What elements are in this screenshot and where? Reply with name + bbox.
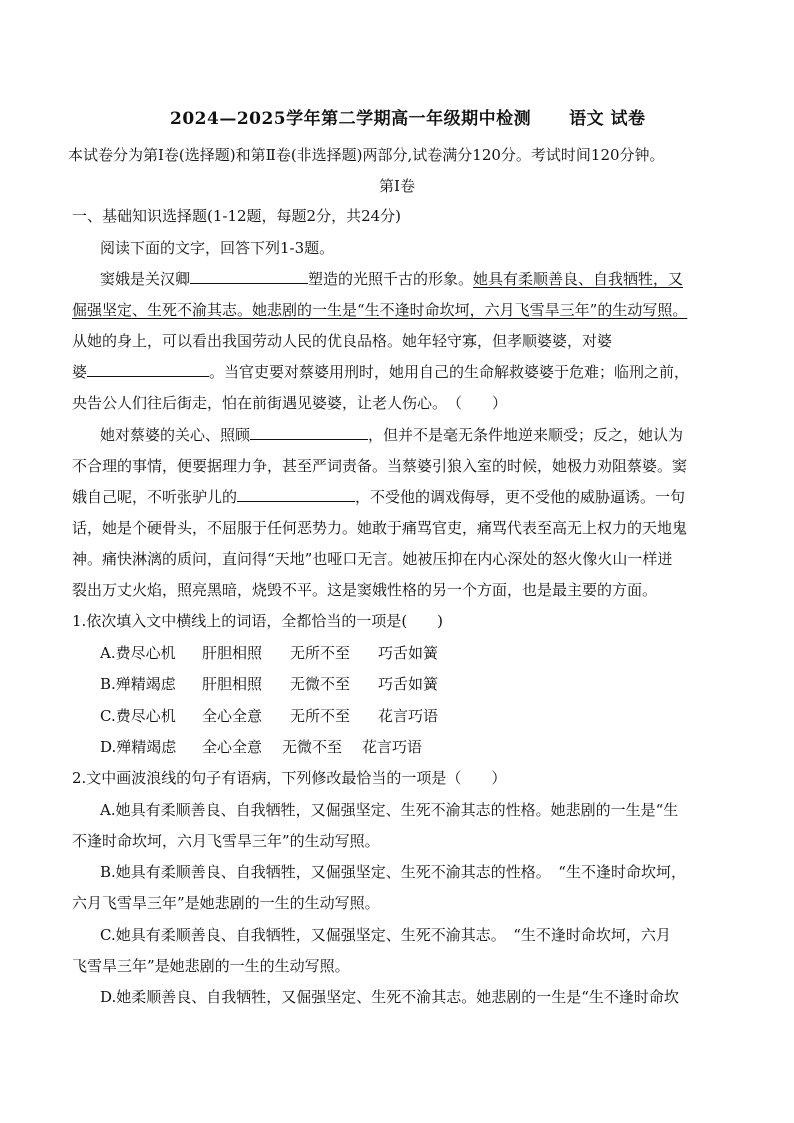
passage-line [72, 300, 724, 320]
passage-text: 婆 [72, 363, 88, 381]
option-word: 全心全意 [202, 707, 263, 725]
passage-text: ，但并不是毫无条件地逆来顺受；反之，她认为 [368, 426, 684, 444]
passage-text: 她对蔡婆的关心、照顾 [100, 426, 251, 444]
passage-line: 神。痛快淋漓的质问，直问得“天地”也哑口无言。她被压抑在内心深处的怒火像火山一样迸 [72, 550, 673, 568]
fill-blank [237, 487, 355, 502]
fill-blank [87, 362, 209, 377]
option-word: 无微不至 [282, 738, 343, 756]
passage-line [100, 269, 724, 289]
option-word: 花言巧语 [378, 707, 439, 725]
q2-option-d: D.她柔顺善良、自我牺牲，又倔强坚定、生死不渝其志。她悲剧的一生是“生不逢时命坎 [100, 988, 679, 1006]
exam-title [170, 104, 730, 129]
option-word: 肝胆相照 [202, 675, 263, 693]
passage-line [72, 487, 724, 507]
option-word: 巧舌如簧 [378, 675, 439, 693]
passage-text: 塑造的光照千古的形象。 [308, 270, 474, 288]
section-heading: 一、基础知识选择题(1-12题，每题2分，共24分) [72, 207, 402, 225]
q2-option-a-cont: 不逢时命坎坷，六月飞雪旱三年”的生动写照。 [72, 832, 380, 850]
q1-option-c [100, 706, 724, 726]
q1-option-d [100, 737, 724, 757]
passage-line: 话，她是个硬骨头，不屈服于任何恶势力。她敢于痛骂官吏，痛骂代表至高无上权力的天地鬼 [72, 519, 688, 537]
question-2-stem: 2.文中画波浪线的句子有语病，下列修改最恰当的一项是（ ） [72, 769, 507, 787]
fill-blank [250, 425, 368, 440]
q1-option-a [100, 643, 724, 663]
subject-text: 语文 试卷 [569, 109, 646, 129]
option-word: D.殚精竭虑 [100, 738, 177, 756]
reading-instruction: 阅读下面的文字，回答下列1-3题。 [100, 239, 335, 257]
passage-line [100, 425, 724, 445]
q2-option-c-cont: 飞雪旱三年”是她悲剧的一生的生动写照。 [72, 957, 350, 975]
wavy-sentence: 倔强坚定、生死不渝其志。她悲剧的一生是“生不逢时命坎坷，六月飞雪旱三年”的生动写照。 [72, 301, 688, 319]
option-word: 肝胆相照 [202, 644, 263, 662]
option-word: 花言巧语 [362, 738, 423, 756]
option-word: 无所不至 [290, 644, 351, 662]
passage-text: ，不受他的调戏侮辱，更不受他的威胁逼诱。一句 [355, 488, 686, 506]
passage-text: 。当官吏要对蔡婆用刑时，她用自己的生命解救婆婆于危难；临刑之前， [209, 363, 690, 381]
wavy-sentence: 她具有柔顺善良、自我牺牲，又 [473, 270, 684, 288]
volume-heading: 第Ⅰ卷 [379, 177, 415, 195]
question-1-stem: 1.依次填入文中横线上的词语，全都恰当的一项是( ) [72, 612, 444, 630]
passage-line: 不合理的事情，便要据理力争，甚至严词责备。当蔡婆引狼入室的时候，她极力劝阻蔡婆。窦 [72, 457, 688, 475]
option-word: C.费尽心机 [100, 707, 176, 725]
option-word: 无所不至 [290, 707, 351, 725]
q1-option-b [100, 674, 724, 694]
passage-text: 窦娥是关汉卿 [100, 270, 191, 288]
option-word: B.殚精竭虑 [100, 675, 176, 693]
passage-text: 娥自己呢，不听张驴儿的 [72, 488, 238, 506]
option-word: 无微不至 [290, 675, 351, 693]
fill-blank [190, 269, 308, 284]
intro-text: 本试卷分为第Ⅰ卷(选择题)和第Ⅱ卷(非选择题)两部分,试卷满分120分。考试时间120分钟。 [68, 146, 665, 164]
q2-option-b: B.她具有柔顺善良、自我牺牲，又倔强坚定、生死不渝其志的性格。 “生不逢时命坎坷， [100, 863, 686, 881]
title-text: 2024—2025学年第二学期高一年级期中检测 [170, 109, 532, 129]
option-word: A.费尽心机 [100, 644, 176, 662]
option-word: 全心全意 [202, 738, 263, 756]
q2-option-a: A.她具有柔顺善良、自我牺牲，又倔强坚定、生死不渝其志的性格。她悲剧的一生是“生 [100, 801, 679, 819]
q2-option-c: C.她具有柔顺善良、自我牺牲，又倔强坚定、生死不渝其志。 “生不逢时命坎坷，六月 [100, 926, 671, 944]
q2-option-b-cont: 六月飞雪旱三年”是她悲剧的一生的生动写照。 [72, 894, 380, 912]
passage-line [72, 362, 724, 382]
passage-line: 从她的身上，可以看出我国劳动人民的优良品格。她年轻守寡，但孝顺婆婆，对婆 [72, 332, 613, 350]
passage-line: 裂出万丈火焰，照亮黑暗，烧毁不平。这是窦娥性格的另一个方面，也是最主要的方面。 [72, 581, 658, 599]
passage-line: 央告公人们往后街走，怕在前街遇见婆婆，让老人伤心。 （ ） [72, 394, 508, 412]
option-word: 巧舌如簧 [378, 644, 439, 662]
